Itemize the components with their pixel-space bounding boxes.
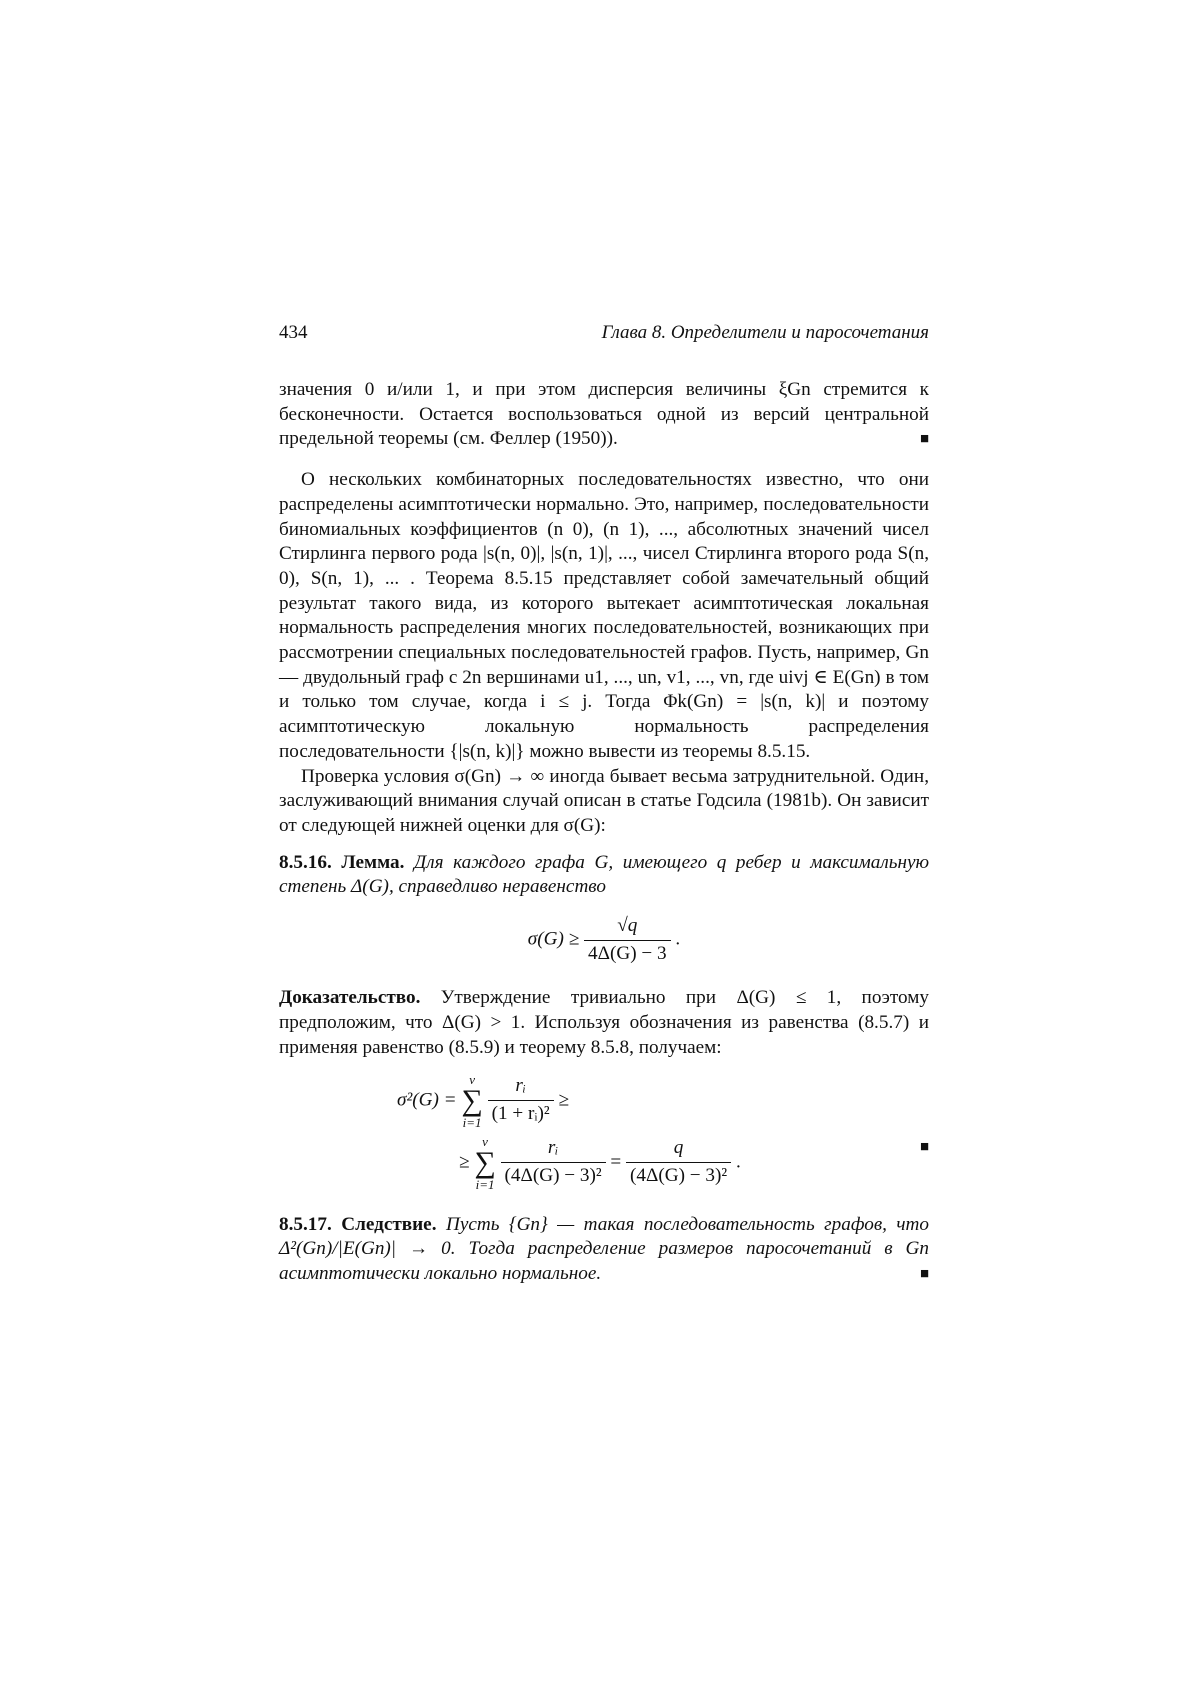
eq2-numerator-2: q [626, 1136, 731, 1163]
formula-fraction [584, 914, 671, 966]
eq2-fraction-2 [626, 1136, 731, 1188]
lemma-8-5-16 [279, 851, 929, 900]
eq2-denominator-1: (4Δ(G) − 3)² [504, 1165, 602, 1187]
fraction-denominator: 4Δ(G) − 3 [588, 942, 667, 964]
eq1-fraction [488, 1074, 554, 1126]
equation-line-1 [279, 1073, 929, 1129]
main-text [279, 378, 929, 1287]
eq1-lhs: σ²(G) = [397, 1088, 457, 1110]
corollary-statement: Пусть {Gn} — такая последовательность графов, что Δ²(Gn)/|E(Gn)| → 0. Тогда распределение размеров паросочетаний в Gn асимптотически локально нормальное. [279, 1213, 930, 1284]
proof-equations [279, 1073, 929, 1191]
sum2-lower-limit: i=1 [475, 1176, 495, 1192]
eq2-period: . [735, 1150, 741, 1172]
page-number: 434 [279, 322, 308, 343]
eq1-denominator: (1 + rᵢ)² [491, 1103, 550, 1125]
paragraph-1-text: значения 0 и/или 1, и при этом дисперсия величины ξGn стремится к бесконечности. Остается воспользоваться одной из версий центральной предельной теоремы (см. Феллер (1950)). [279, 379, 929, 450]
eq2-denominator-2: (4Δ(G) − 3)² [630, 1165, 728, 1187]
proof [279, 986, 929, 1060]
paragraph-3: Проверка условия σ(Gn) → ∞ иногда бывает весьма затруднительной. Один, заслуживающий внимания случай описан в статье Годсила (1981b). Он зависит от следующей нижней оценки для σ(G): [279, 765, 929, 836]
lemma-statement: Для каждого графа G, имеющего q ребер и максимальную степень Δ(G), справедливо неравенство [279, 851, 930, 898]
running-header [279, 322, 929, 350]
sum-symbol-2: ν ∑ i=1 [474, 1133, 496, 1192]
eq2-lhs: ≥ [459, 1150, 470, 1172]
sum-lower-limit: i=1 [462, 1114, 482, 1130]
lemma-formula [279, 914, 929, 966]
sum-symbol-1: ν ∑ i=1 [461, 1071, 483, 1130]
paragraph-1 [279, 378, 929, 452]
chapter-title: Глава 8. Определители и паросочетания [601, 322, 929, 343]
fraction-numerator: √q [584, 914, 671, 941]
eq2-numerator-1: rᵢ [501, 1136, 606, 1163]
qed-symbol: ■ [919, 431, 929, 448]
sum-upper-limit: ν [469, 1071, 475, 1087]
formula-lhs: σ(G) ≥ [527, 928, 580, 950]
formula-period: . [675, 928, 681, 950]
sum2-upper-limit: ν [482, 1133, 488, 1149]
corollary-heading: 8.5.17. Следствие. [279, 1213, 437, 1235]
lemma-heading: 8.5.16. Лемма. [279, 851, 405, 873]
qed-symbol-corollary: ■ [919, 1265, 929, 1282]
paragraph-2: О нескольких комбинаторных последовательностях известно, что они распределены асимптотически нормально. Это, например, последовательности биномиальных коэффициентов (n 0), (n 1), ..., абсолютных значений чисел Стирлинга первого рода |s(n, 0)|, |s(n, 1)|, ..., чисел Стирлинга второго рода S(n, 0), S(n, 1), ... . Теорема 8.5.15 представляет собой замечательный общий результат такого вида, из которого вытекает асимптотическая локальная нормальность распределения многих последовательностей, возникающих при рассмотрении специальных последовательностей графов. Пусть, например, Gn— двудольный граф с 2n вершинами u1, ..., un, v1, ..., vn, где uivj ∈ E(Gn) в том и только том случае, когда i ≤ j. Тогда Φk(Gn) = |s(n, k)| и поэтому асимптотическую локальную нормальность распределения последовательности {|s(n, k)|} можно вывести из теоремы 8.5.15. [279, 469, 929, 762]
eq1-numerator: rᵢ [488, 1074, 554, 1101]
qed-symbol-proof: ■ [919, 1138, 929, 1155]
eq2-fraction-1 [501, 1136, 606, 1188]
proof-heading: Доказательство. [279, 987, 421, 1009]
corollary-8-5-17 [279, 1213, 929, 1287]
eq2-equals: = [610, 1150, 622, 1172]
eq1-rhs: ≥ [558, 1088, 569, 1110]
equation-line-2 [279, 1135, 929, 1191]
proof-text: Утверждение тривиально при Δ(G) ≤ 1, поэтому предположим, что Δ(G) > 1. Используя обозначения из равенства (8.5.7) и применяя равенство (8.5.9) и теорему 8.5.8, получаем: [279, 987, 929, 1058]
